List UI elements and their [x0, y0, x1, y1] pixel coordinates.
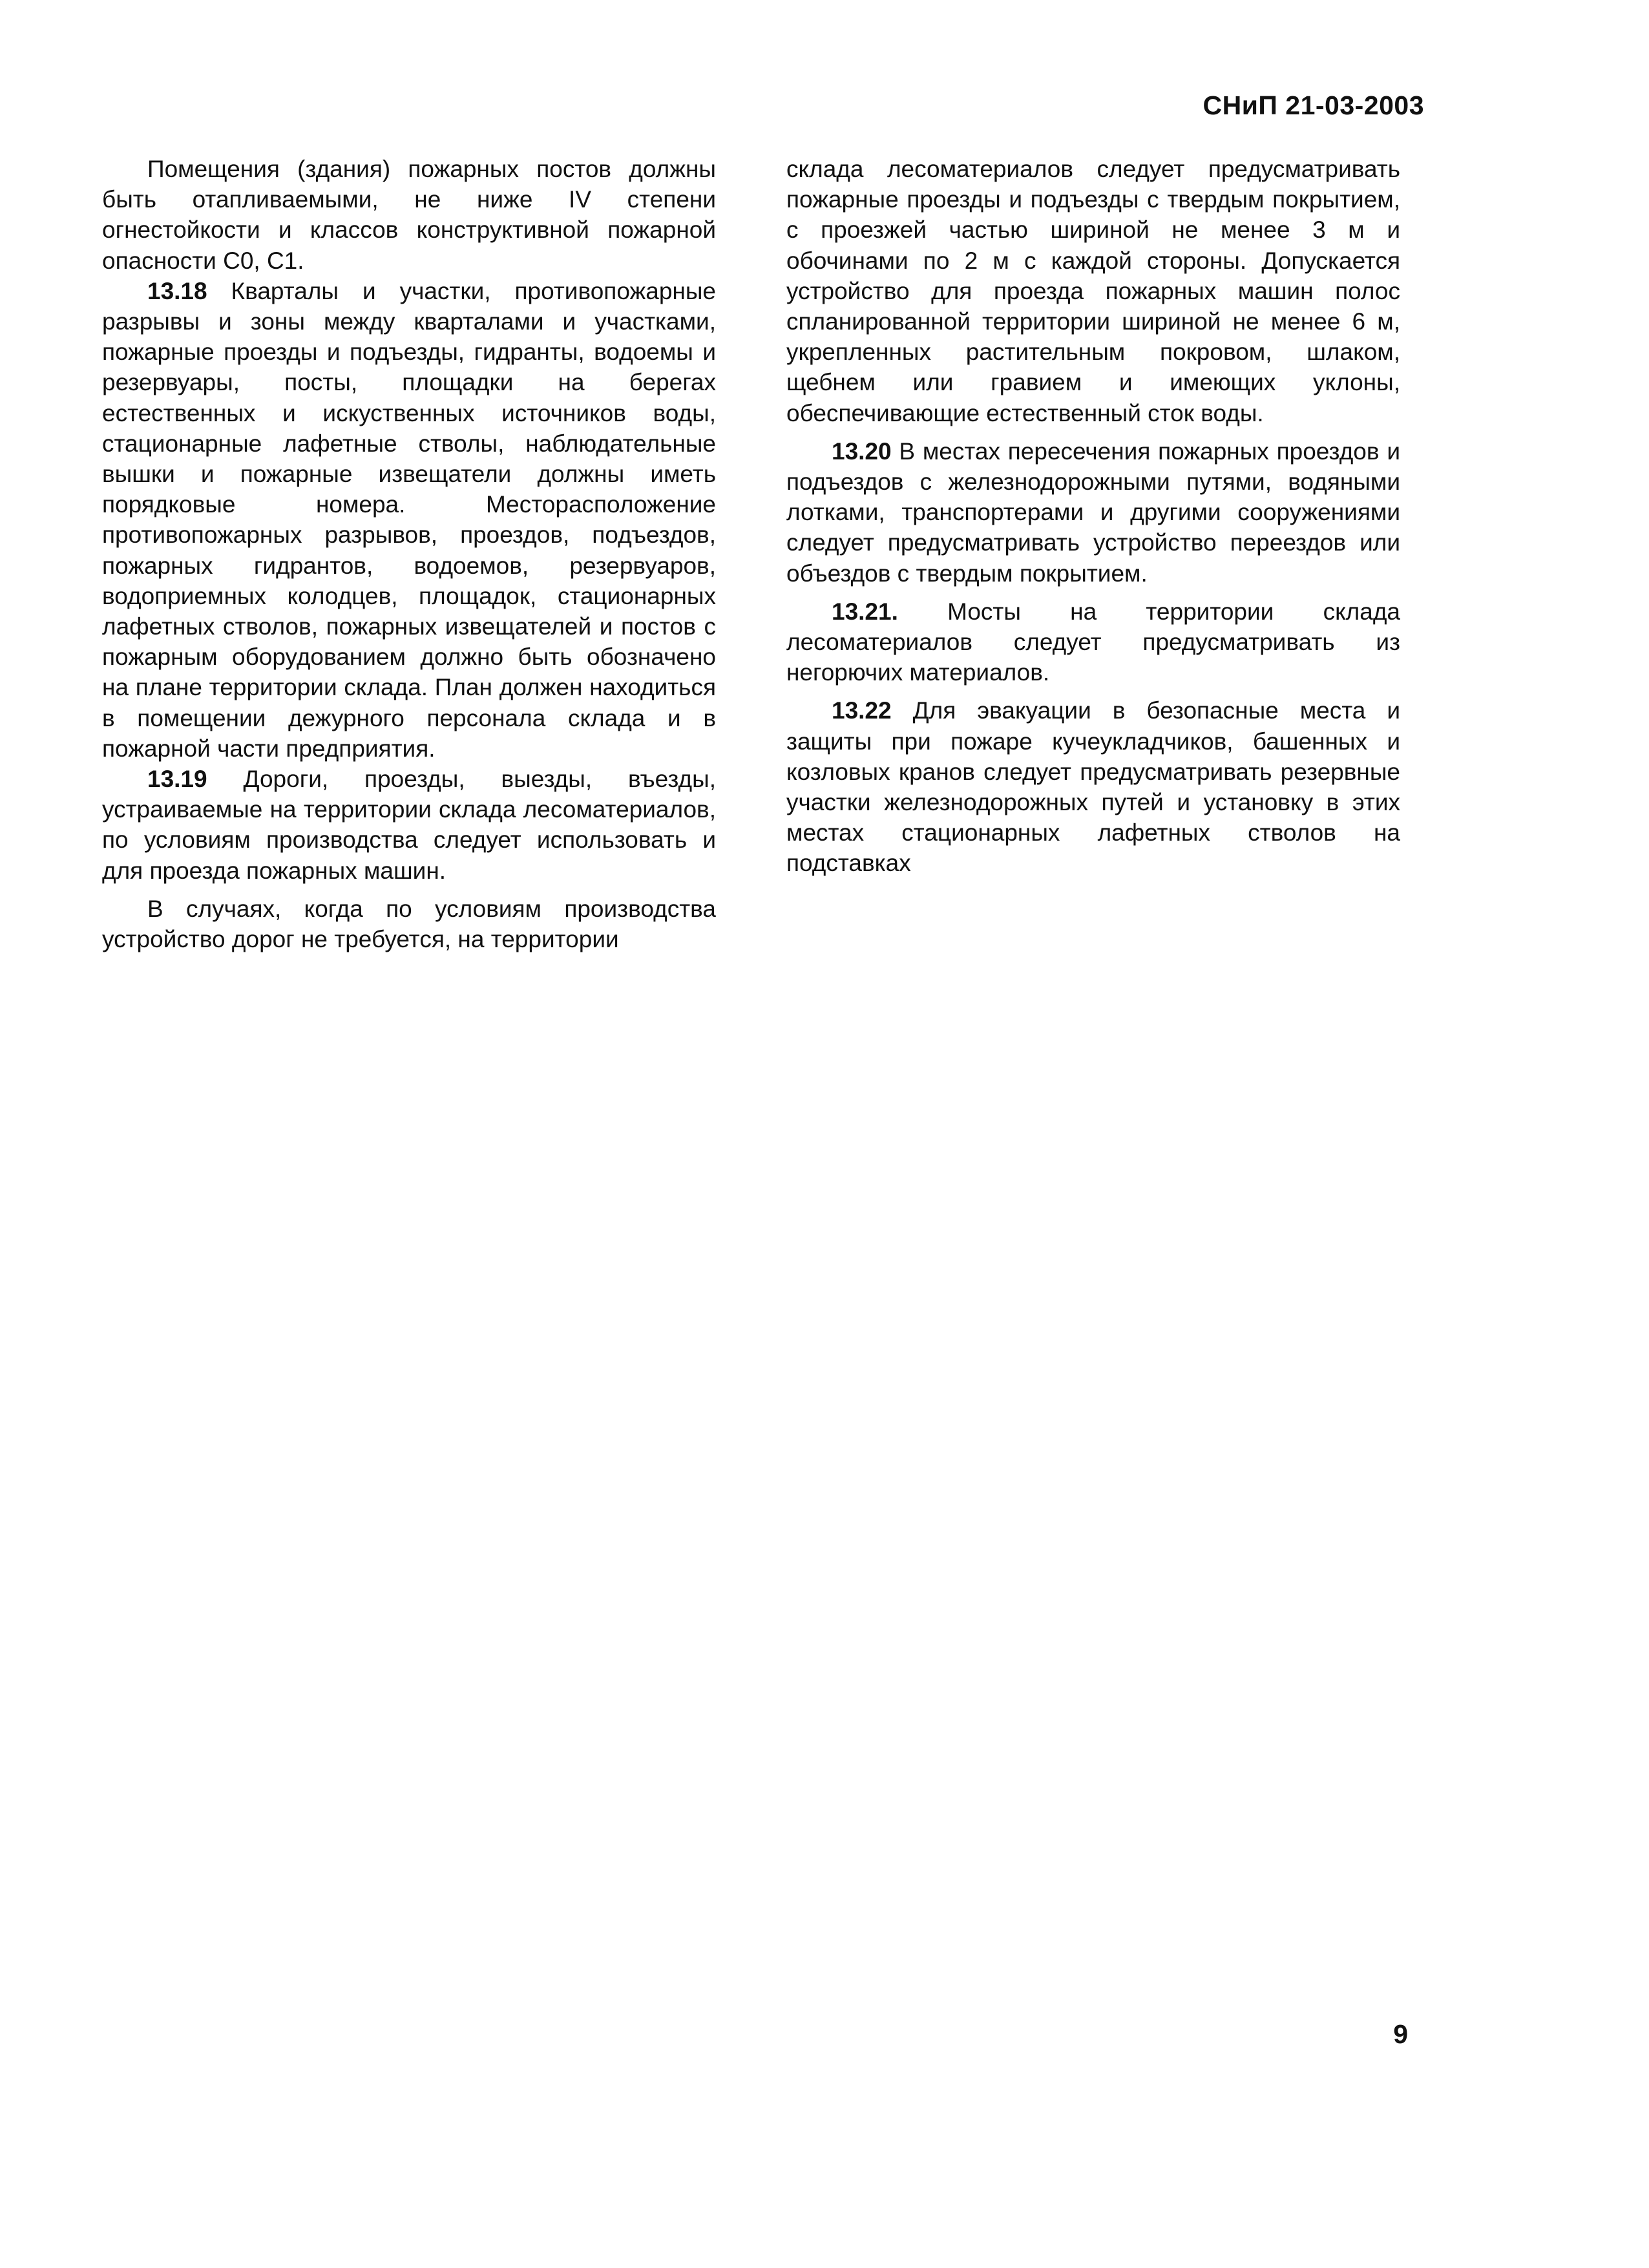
paragraph-text: В случаях, когда по условиям производства устройство дорог не требуется, на территории — [102, 895, 716, 953]
paragraph-13-22 — [786, 695, 1400, 878]
paragraph-text: Для эвакуации в безопасные места и защиты при пожаре кучеукладчиков, башенных и козловых кранов следует предусматривать резервные участки железнодорожных путей и установку в этих местах стационарных лафетных стволов на подставках — [786, 697, 1400, 877]
paragraph-text: Кварталы и участки, противопожарные разрывы и зоны между кварталами и участками, пожарные проезды и подъезды, гидранты, водоемы и резервуары, посты, площадки на берегах естественных и искуственных источников воды, стационарные лафетные стволы, наблюдательные вышки и пожарные извещатели должны иметь порядковые номера. Месторасположение противопожарных разрывов, проездов, подъездов, пожарных гидрантов, водоемов, резервуаров, водоприемных колодцев, площадок, стационарных лафетных стволов, пожарных извещателей и постов с пожарным оборудованием должно быть обозначено на плане территории склада. План должен находиться в помещении дежурного персонала склада и в пожарной части предприятия. — [102, 277, 716, 762]
left-text-column — [102, 154, 716, 954]
document-code-header: СНиП 21-03-2003 — [1203, 90, 1424, 120]
clause-number: 13.20 — [832, 437, 892, 465]
clause-number: 13.21. — [832, 598, 898, 625]
clause-number: 13.22 — [832, 697, 892, 724]
clause-number: 13.18 — [147, 277, 207, 304]
paragraph-text: В местах пересечения пожарных проездов и подъездов с железнодорожными путями, водяными лотками, транспортерами и другими сооружениями следует предусматривать устройство переездов или объездов с твердым покрытием. — [786, 437, 1400, 587]
paragraph-text: Мосты на территории склада лесоматериалов следует предусматривать из негорючих материалов. — [786, 598, 1400, 686]
paragraph-13-21 — [786, 596, 1400, 688]
clause-number: 13.19 — [147, 766, 207, 793]
paragraph-13-19 — [102, 764, 716, 886]
page-number: 9 — [1393, 2019, 1408, 2049]
paragraph-road-cases — [102, 894, 716, 954]
paragraph-fire-post-premises — [102, 154, 716, 276]
right-text-column — [786, 154, 1400, 879]
paragraph-13-18 — [102, 276, 716, 764]
paragraph-continued-fire-roads — [786, 154, 1400, 428]
paragraph-text: склада лесоматериалов следует предусматривать пожарные проезды и подъезды с твердым покрытием, с проезжей частью шириной не менее 3 м и обочинами по 2 м с каждой стороны. Допускается устройство для проезда пожарных машин полос спланированной территории шириной не менее 6 м, укрепленных растительным покровом, шлаком, щебнем или гравием и имеющих уклоны, обеспечивающие естественный сток воды. — [786, 156, 1400, 426]
paragraph-text: Дороги, проезды, выезды, въезды, устраиваемые на территории склада лесоматериалов, по условиям производства следует использовать и для проезда пожарных машин. — [102, 766, 716, 884]
paragraph-text: Помещения (здания) пожарных постов должны быть отапливаемыми, не ниже IV степени огнестойкости и классов конструктивной пожарной опасности С0, С1. — [102, 156, 716, 274]
paragraph-13-20 — [786, 436, 1400, 589]
